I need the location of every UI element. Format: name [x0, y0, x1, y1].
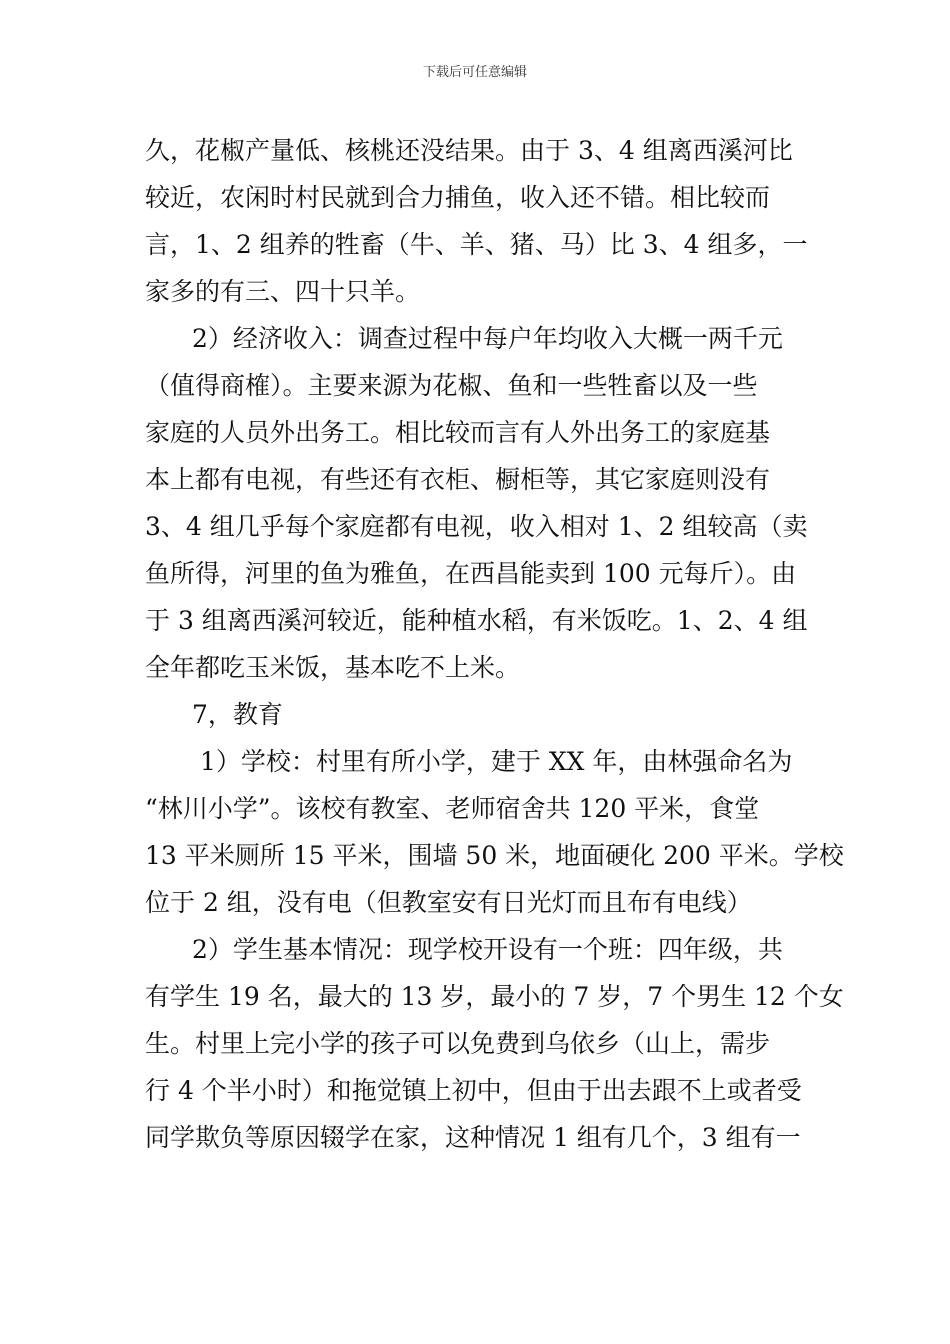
text-line: 13 平米厕所 15 平米，围墙 50 米，地面硬化 200 平米。学校	[145, 841, 844, 870]
section-heading: 7，教育	[192, 700, 283, 729]
text-line: 位于 2 组，没有电（但教室安有日光灯而且布有电线）	[145, 888, 752, 917]
text-line: 生。村里上完小学的孩子可以免费到乌依乡（山上，需步	[145, 1029, 771, 1058]
text-line: 家多的有三、四十只羊。	[145, 277, 421, 306]
text-line: 本上都有电视，有些还有衣柜、橱柜等，其它家庭则没有	[145, 465, 771, 494]
document-body	[145, 127, 844, 1161]
text-line: 于 3 组离西溪河较近，能种植水稻，有米饭吃。1、2、4 组	[145, 606, 808, 635]
text-line: 家庭的人员外出务工。相比较而言有人外出务工的家庭基	[145, 418, 771, 447]
text-line: 鱼所得，河里的鱼为雅鱼，在西昌能卖到 100 元每斤）。由	[145, 559, 797, 588]
text-line: 久，花椒产量低、核桃还没结果。由于 3、4 组离西溪河比	[145, 136, 793, 165]
paragraph-start-line: 1）学校：村里有所小学，建于 XX 年，由林强命名为	[200, 747, 793, 776]
page-header: 下载后可任意编辑	[422, 65, 527, 80]
text-line: 全年都吃玉米饭，基本吃不上米。	[145, 653, 521, 682]
text-line: 同学欺负等原因辍学在家，这种情况 1 组有几个，3 组有一	[145, 1123, 801, 1152]
paragraph-start-line: 2）学生基本情况：现学校开设有一个班：四年级，共	[192, 935, 783, 964]
text-line: 言，1、2 组养的牲畜（牛、羊、猪、马）比 3、4 组多，一	[145, 230, 808, 259]
text-line: （值得商榷）。主要来源为花椒、鱼和一些牲畜以及一些	[145, 371, 758, 400]
text-line: 3、4 组几乎每个家庭都有电视，收入相对 1、2 组较高（卖	[145, 512, 808, 541]
text-line: “林川小学”。该校有教室、老师宿舍共 120 平米，食堂	[145, 794, 760, 823]
text-line: 有学生 19 名，最大的 13 岁，最小的 7 岁，7 个男生 12 个女	[145, 982, 844, 1011]
text-line: 行 4 个半小时）和拖觉镇上初中，但由于出去跟不上或者受	[145, 1076, 802, 1105]
paragraph-start-line: 2）经济收入：调查过程中每户年均收入大概一两千元	[192, 324, 783, 353]
text-line: 较近，农闲时村民就到合力捕鱼，收入还不错。相比较而	[145, 183, 771, 212]
